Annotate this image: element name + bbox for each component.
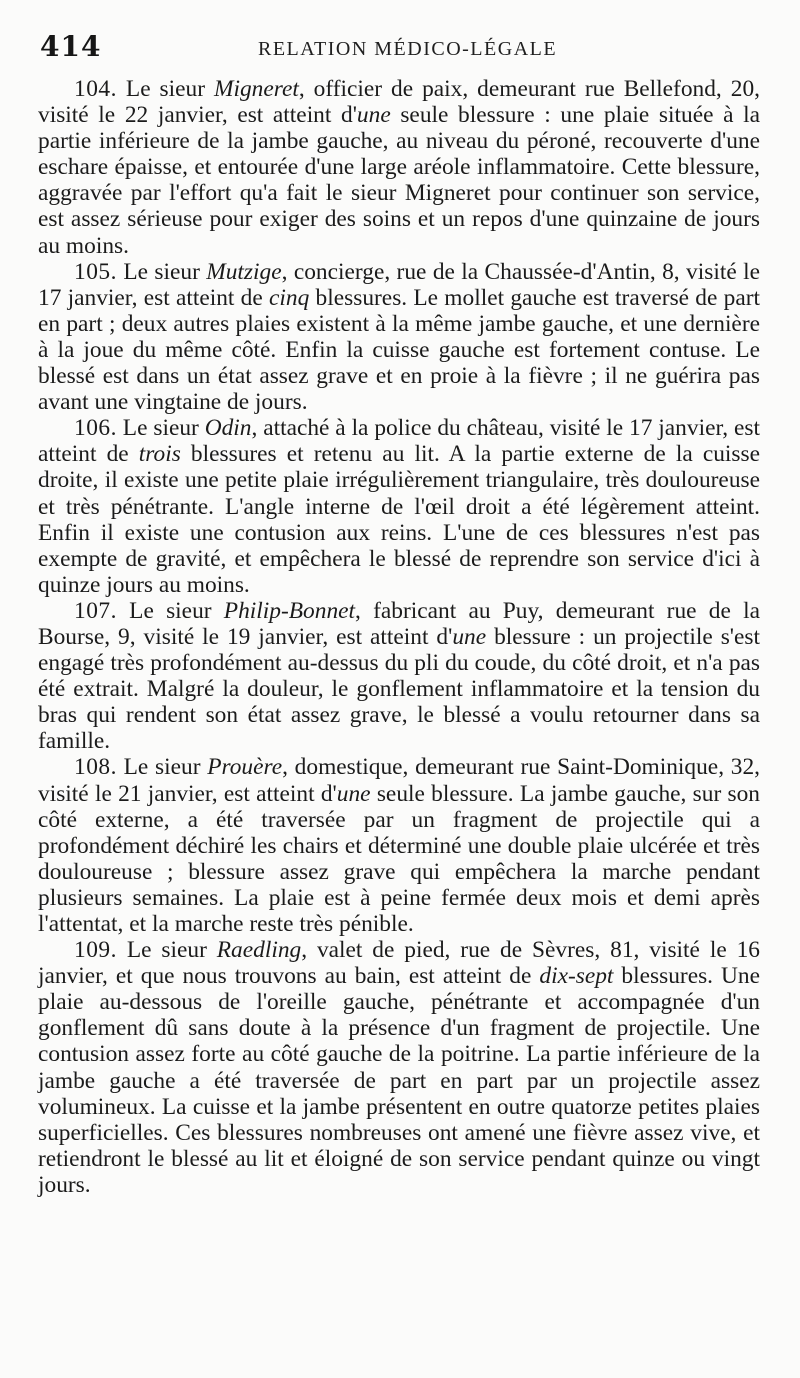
entry-text: , concierge, rue de la Chaussée-d'Antin, 8, visité le 17 janvier, est atteint de [38,258,760,311]
entry-109 [38,937,760,1198]
entry-107 [38,598,760,755]
entry-wound-count: une [452,623,487,650]
entry-wound-count: trois [138,441,181,468]
entry-number: 105. [74,258,117,285]
entry-text: seule blessure : une plaie située à la partie inférieure de la jambe gauche, au niveau du péroné, recouverte d'une eschare épaisse, et entourée d'une large aréole inflammatoire. Cette blessure, aggravée par l'effort qu'a fait le sieur Migneret pour continuer son service, est assez sérieuse pour exiger des soins et un repos d'une quinzaine de jours au moins. [38,102,760,259]
entry-person-name: Raedling [216,937,302,964]
page-body [38,76,760,1198]
entry-text: Le sieur [116,258,207,285]
entry-wound-count: cinq [269,284,310,311]
entry-number: 104. [74,76,117,102]
entry-text: Le sieur [116,76,214,102]
entry-104 [38,76,760,259]
entry-106 [38,415,760,598]
page-number: 414 [40,30,102,63]
entry-wound-count: une [336,780,371,807]
entry-person-name: Prouère [207,754,283,781]
entry-person-name: Philip-Bonnet [223,597,356,624]
entry-text: blessures. Le mollet gauche est traversé de part en part ; deux autres plaies existent à la même jambe gauche, et une dernière à la joue du même côté. Enfin la cuisse gauche est fortement contuse. Le blessé est dans un état assez grave et en proie à la fièvre ; il ne guérira pas avant une vingtaine de jours. [38,284,761,416]
entry-text: , fabricant au Puy, demeurant rue de la Bourse, 9, visité le 19 janvier, est atteint d' [38,597,760,650]
entry-person-name: Migneret [213,76,299,102]
entry-text: , officier de paix, demeurant rue Bellefond, 20, visité le 22 janvier, est atteint d' [38,76,760,129]
entry-wound-count: une [356,102,391,129]
entry-person-name: Mutzige [206,258,282,285]
entry-person-name: Odin [204,415,252,442]
entry-text: , valet de pied, rue de Sèvres, 81, visité le 16 janvier, et que nous trouvons au bain, est atteint de [38,937,760,990]
entry-text: blessures. Une plaie au-dessous de l'oreille gauche, pénétrante et accompagnée d'un gonflement dû sans doute à la présence d'un fragment de projectile. Une contusion assez forte au côté gauche de la poitrine. La partie inférieure de la jambe gauche a été traversée de part en part par un projectile assez volumineux. La cuisse et la jambe présentent en outre quatorze petites plaies superficielles. Ces blessures nombreuses ont amené une fièvre assez vive, et retiendront le blessé au lit et éloigné de son service pendant quinze ou vingt jours. [38,963,761,1198]
entry-number: 109. [74,937,117,964]
entry-number: 106. [74,415,117,442]
entry-text: blessures et retenu au lit. A la partie externe de la cuisse droite, il existe une petite plaie irrégulièrement triangulaire, très douloureuse et très pénétrante. L'angle interne de l'œil droit a été légèrement atteint. Enfin il existe une contusion aux reins. L'une de ces blessures n'est pas exempte de gravité, et empêchera le blessé de reprendre son service d'ici à quinze jours au moins. [38,441,760,598]
entry-text: Le sieur [116,415,205,442]
entry-105 [38,259,760,416]
entry-text: blessure : un projectile s'est engagé très profondément au-dessus du pli du coude, du côté droit, et n'a pas été extrait. Malgré la douleur, le gonflement inflammatoire et la tension du bras qui rendent son état assez grave, le blessé a voulu retourner dans sa famille. [38,623,760,755]
entry-text: Le sieur [116,937,217,964]
entry-number: 108. [74,754,117,781]
entry-text: seule blessure. La jambe gauche, sur son côté externe, a été traversée par un fragment de projectile qui a profondément déchiré les chairs et déterminé une double plaie ulcérée et très douloureuse ; blessure assez grave qui empêchera la marche pendant plusieurs semaines. La plaie est à peine fermée deux mois et demi après l'attentat, et la marche reste très pénible. [38,780,760,937]
entry-text: , attaché à la police du château, visité le 17 janvier, est atteint de [38,415,761,468]
entry-text: , domestique, demeurant rue Saint-Dominique, 32, visité le 21 janvier, est atteint d' [38,754,760,807]
entry-wound-count: dix-sept [539,963,614,990]
entry-108 [38,754,760,937]
entry-number: 107. [74,597,117,624]
running-head: RELATION MÉDICO-LÉGALE [258,38,558,60]
entry-text: Le sieur [116,597,224,624]
entry-text: Le sieur [116,754,208,781]
page-header [40,30,760,70]
